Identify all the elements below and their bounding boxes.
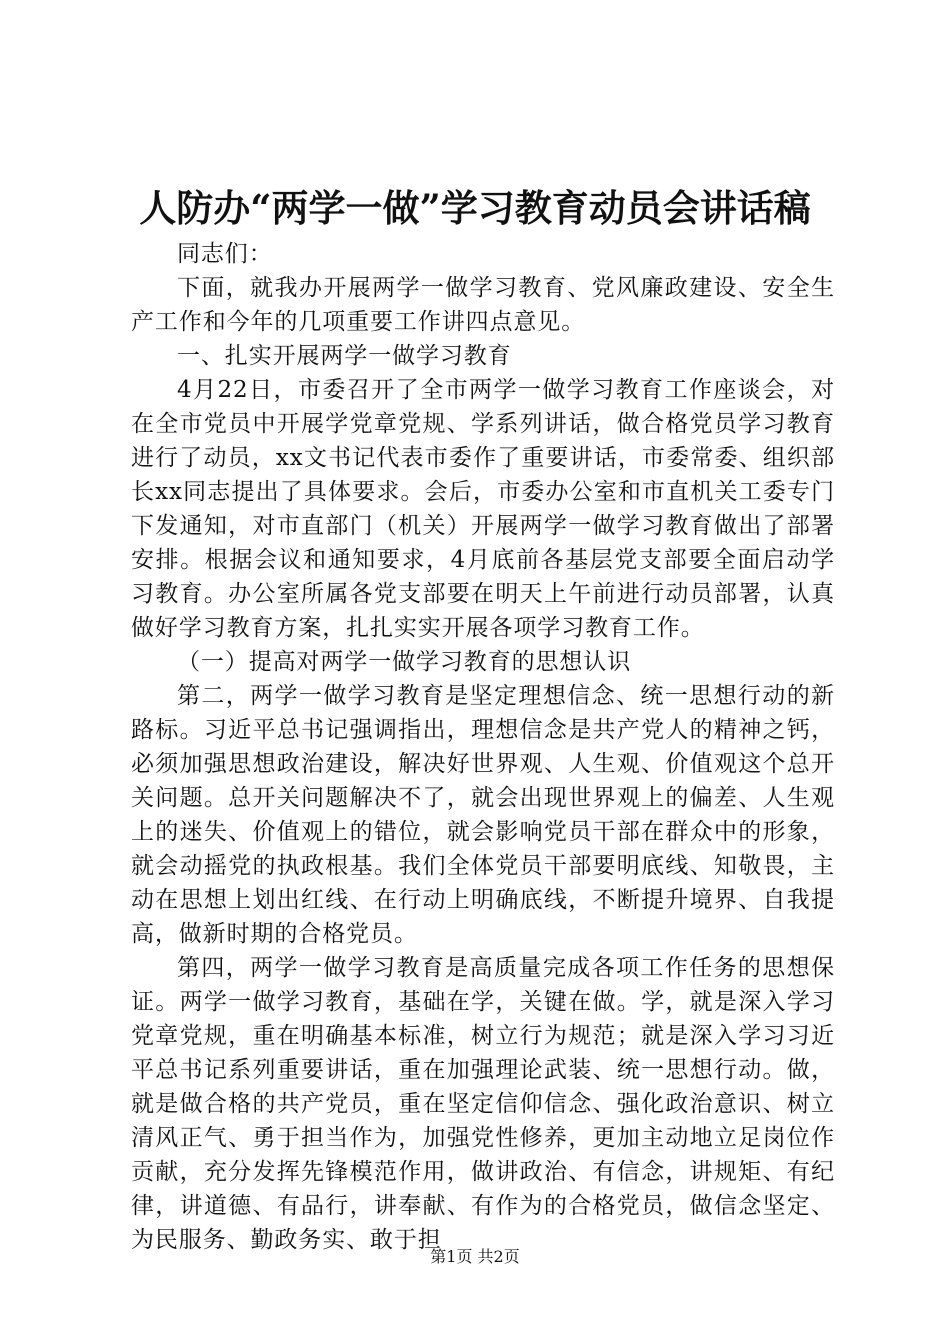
intro-paragraph: 下面，就我办开展两学一做学习教育、党风廉政建设、安全生产工作和今年的几项重要工作讲四点意见。 <box>131 275 835 335</box>
page-footer <box>0 1246 950 1268</box>
body-paragraph: 第二，两学一做学习教育是坚定理想信念、统一思想行动的新路标。习近平总书记强调指出，理想信念是共产党人的精神之钙，必须加强思想政治建设，解决好世界观、人生观、价值观这个总开关问题。总开关问题解决不了，就会出现世界观上的偏差、人生观上的迷失、价值观上的错位，就会影响党员干部在群众中的形象，就会动摇党的执政根基。我们全体党员干部要明底线、知敬畏，主动在思想上划出红线、在行动上明确底线，不断提升境界、自我提高，做新时期的合格党员。 <box>131 683 835 947</box>
document-body <box>131 237 835 1257</box>
page-number: 第1页 共2页 <box>430 1247 520 1266</box>
body-paragraph: 4月22日，市委召开了全市两学一做学习教育工作座谈会，对在全市党员中开展学党章党规、学系列讲话，做合格党员学习教育进行了动员，xx文书记代表市委作了重要讲话，市委常委、组织部长xx同志提出了具体要求。会后，市委办公室和市直机关工委专门下发通知，对市直部门（机关）开展两学一做学习教育做出了部署安排。根据会议和通知要求，4月底前各基层党支部要全面启动学习教育。办公室所属各党支部要在明天上午前进行动员部署，认真做好学习教育方案，扎扎实实开展各项学习教育工作。 <box>131 377 835 641</box>
body-paragraph: 第四，两学一做学习教育是高质量完成各项工作任务的思想保证。两学一做学习教育，基础在学，关键在做。学，就是深入学习党章党规，重在明确基本标准，树立行为规范；就是深入学习习近平总书记系列重要讲话，重在加强理论武装、统一思想行动。做，就是做合格的共产党员，重在坚定信仰信念、强化政治意识、树立清风正气、勇于担当作为，加强党性修养，更加主动地立足岗位作贡献，充分发挥先锋模范作用，做讲政治、有信念，讲规矩、有纪律，讲道德、有品行，讲奉献、有作为的合格党员，做信念坚定、为民服务、勤政务实、敢于担 <box>131 955 835 1253</box>
document-title: 人防办“两学一做”学习教育动员会讲话稿 <box>139 186 811 230</box>
section-heading-1: 一、扎实开展两学一做学习教育 <box>177 343 512 369</box>
salutation-paragraph: 同志们： <box>177 241 273 267</box>
subsection-heading-1: （一）提高对两学一做学习教育的思想认识 <box>177 649 632 675</box>
